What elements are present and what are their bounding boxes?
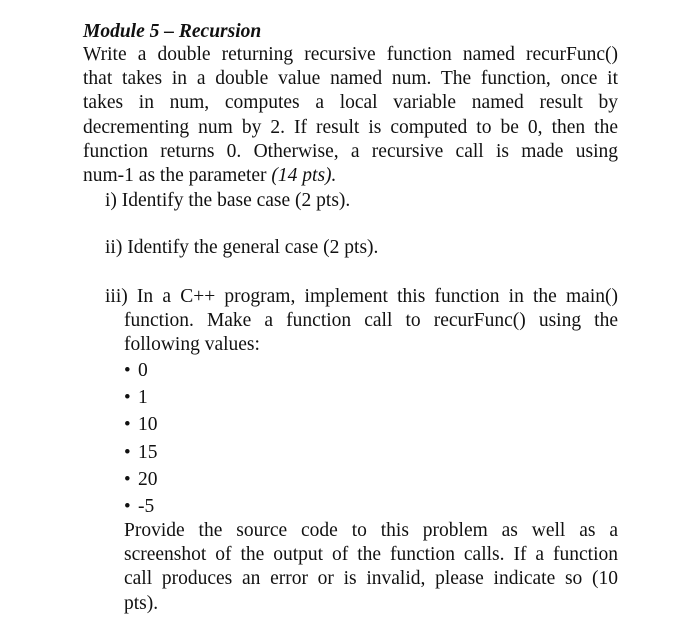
- implementation-line: function. Make a function call to recurFunc() using the: [124, 310, 618, 331]
- value-text: 15: [138, 441, 158, 463]
- description-line: that takes in a double value named num. The function, once it: [83, 68, 618, 90]
- implementation-line: iii) In a C++ program, implement this function in the main(): [105, 286, 618, 307]
- value-text: 10: [138, 414, 158, 436]
- bullet-icon: •: [124, 495, 131, 517]
- bullet-icon: •: [124, 441, 131, 463]
- instructions-line: screenshot of the output of the function calls. If a function: [124, 544, 618, 566]
- description-line: function returns 0. Otherwise, a recursive call is made using: [83, 140, 618, 162]
- submission-instructions: [124, 519, 618, 616]
- value-text: 0: [138, 360, 148, 381]
- list-item: [124, 413, 158, 440]
- bullet-icon: •: [124, 468, 131, 490]
- points-label: (14 pts).: [271, 165, 337, 187]
- test-values-list: [124, 359, 158, 522]
- implementation-line: following values:: [124, 334, 260, 355]
- value-text: 1: [138, 387, 148, 409]
- description-line-text: num-1 as the parameter: [83, 165, 272, 187]
- value-text: 20: [138, 468, 158, 490]
- description-line: takes in num, computes a local variable named result by: [83, 92, 618, 114]
- instructions-line: pts).: [124, 592, 159, 614]
- description-line: decrementing num by 2. If result is computed to be 0, then the: [83, 116, 618, 138]
- bullet-icon: •: [124, 414, 131, 436]
- problem-description: [83, 43, 618, 188]
- list-item: [124, 386, 158, 413]
- bullet-icon: •: [124, 387, 131, 409]
- list-item: [124, 468, 158, 495]
- question-general-case: ii) Identify the general case (2 pts).: [105, 237, 379, 258]
- list-item: [124, 359, 158, 386]
- question-implementation: [105, 285, 618, 357]
- module-heading: Module 5 – Recursion: [83, 21, 262, 42]
- bullet-icon: •: [124, 360, 131, 381]
- description-line-last: [83, 164, 618, 188]
- value-text: -5: [138, 495, 155, 517]
- instructions-line: Provide the source code to this problem as well as a: [124, 520, 618, 541]
- list-item: [124, 441, 158, 468]
- question-base-case: i) Identify the base case (2 pts).: [105, 190, 351, 211]
- instructions-line: call produces an error or is invalid, please indicate so (10: [124, 568, 618, 590]
- description-line: Write a double returning recursive function named recurFunc(): [83, 44, 618, 65]
